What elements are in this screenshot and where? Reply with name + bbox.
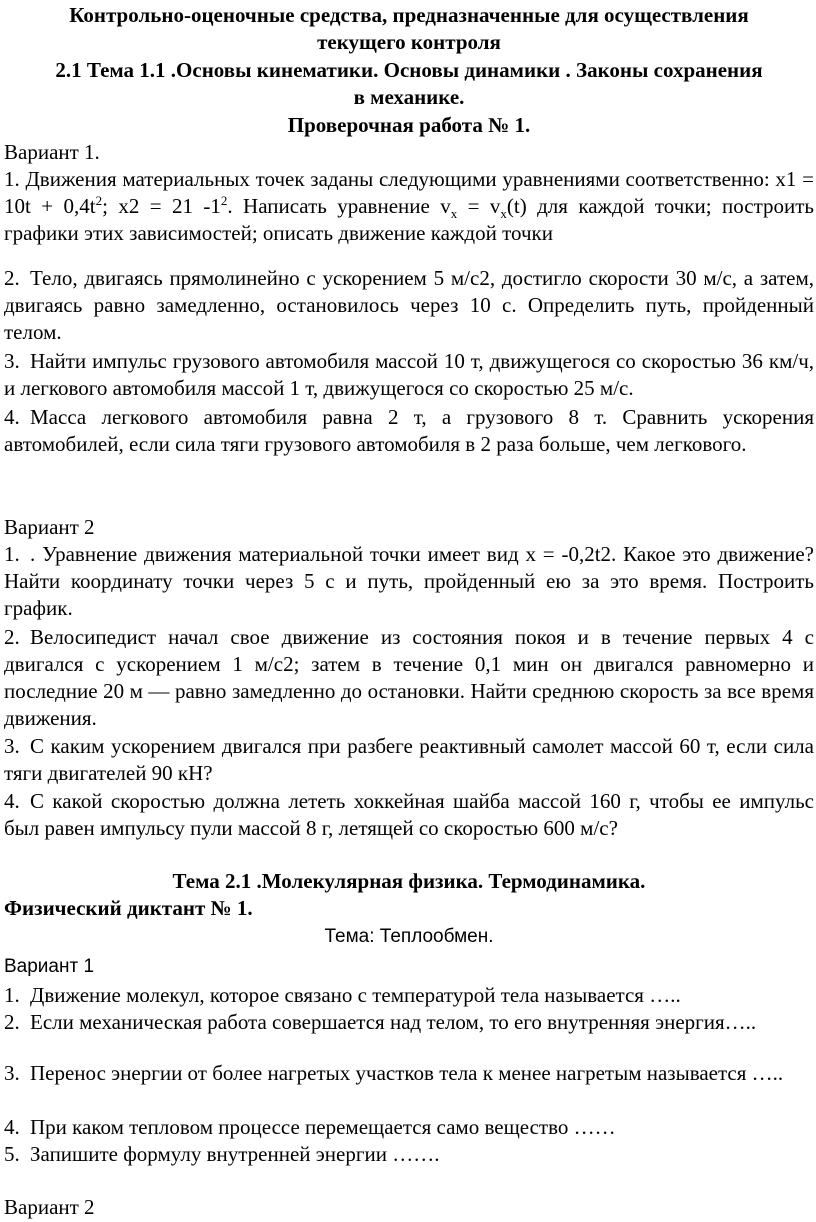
question-number: 1. <box>4 167 20 191</box>
item-number: 3. <box>4 1061 20 1085</box>
dictation-variant-2-label: Вариант 2 <box>4 1195 95 1219</box>
test-title: Проверочная работа № 1. <box>287 113 531 137</box>
question-number: 2. <box>4 625 20 649</box>
question-3: 3. С каким ускорением двигался при разбеге реактивный самолет массой 60 т, если сила тяги двигателей 90 кН? <box>4 734 814 785</box>
document-title <box>4 2 814 56</box>
question-number: 3. <box>4 349 20 373</box>
question-2: 2. Тело, двигаясь прямолинейно с ускорением 5 м/с2, достигло скорости 30 м/с, а затем, двигаясь равно замедленно, остановилось через 10 с. Определить путь, пройденный телом. <box>4 266 814 344</box>
title-line-2: текущего контроля <box>317 30 501 54</box>
variant-2-label: Вариант 2 <box>4 515 95 539</box>
item-number: 4. <box>4 1115 20 1139</box>
item-number: 2. <box>4 1010 20 1034</box>
item-number: 5. <box>4 1142 20 1166</box>
question-number: 1. <box>4 542 20 566</box>
variant-1-label: Вариант 1. <box>4 140 100 164</box>
question-1: 1. . Уравнение движения материальной точки имеет вид x = -0,2t2. Какое это движение? Найти координату точки через 5 с и путь, пройденный ею за это время. Построить график. <box>4 542 814 620</box>
dictation-subject: Тема: Теплообмен. <box>324 926 494 947</box>
dictation-item-4: 4. При каком тепловом процессе перемещается само вещество …… <box>4 1115 616 1139</box>
question-number: 2. <box>4 266 20 290</box>
dictation-variant-1-label: Вариант 1 <box>4 956 95 977</box>
item-number: 1. <box>4 983 20 1007</box>
question-number: 3. <box>4 734 20 758</box>
dictation-title: Физический диктант № 1. <box>4 896 253 920</box>
question-1: 1. Движения материальных точек заданы следующими уравнениями соответственно: $x1 = 10t + 0,4t^2$; x2 = 21 $-1^2$. Написать уравнение $v_x = v_x(t)$ для каждой точки; построить графики этих зависимостей; описать движение каждой точки <box>4 167 814 245</box>
topic-2-heading: Тема 2.1 .Молекулярная физика. Термодинамика. <box>172 869 646 893</box>
dictation-item-3: 3. Перенос энергии от более нагретых участков тела к менее нагретым называется ….. <box>4 1061 784 1085</box>
question-4: 4. Масса легкового автомобиля равна 2 т, а грузового 8 т. Сравнить ускорения автомобилей, если сила тяги грузового автомобиля в 2 раза больше, чем легкового. <box>4 405 814 456</box>
question-number: 4. <box>4 405 20 429</box>
topic-heading <box>4 57 814 111</box>
question-2: 2. Велосипедист начал свое движение из состояния покоя и в течение первых 4 с двигался с ускорением 1 м/с2; затем в течение 0,1 мин он двигался равномерно и последние 20 м — равно замедленно до остановки. Найти среднюю скорость за все время движения. <box>4 625 814 730</box>
topic-line-2: в механике. <box>353 85 465 109</box>
topic-line-1: 2.1 Тема 1.1 .Основы кинематики. Основы динамики . Законы сохранения <box>55 58 763 82</box>
dictation-item-2: 2. Если механическая работа совершается над телом, то его внутренняя энергия….. <box>4 1010 757 1034</box>
dictation-item-1: 1. Движение молекул, которое связано с температурой тела называется ….. <box>4 983 681 1007</box>
question-4: 4. С какой скоростью должна лететь хоккейная шайба массой 160 г, чтобы ее импульс был равен импульсу пули массой 8 г, летящей со скоростью 600 м/с? <box>4 789 814 840</box>
question-3: 3. Найти импульс грузового автомобиля массой 10 т, движущегося со скоростью 36 км/ч, и легкового автомобиля массой 1 т, движущегося со скоростью 25 м/с. <box>4 349 814 400</box>
question-number: 4. <box>4 789 20 813</box>
title-line-1: Контрольно-оценочные средства, предназначенные для осуществления <box>69 3 749 27</box>
dictation-item-5: 5. Запишите формулу внутренней энергии ……. <box>4 1142 440 1166</box>
